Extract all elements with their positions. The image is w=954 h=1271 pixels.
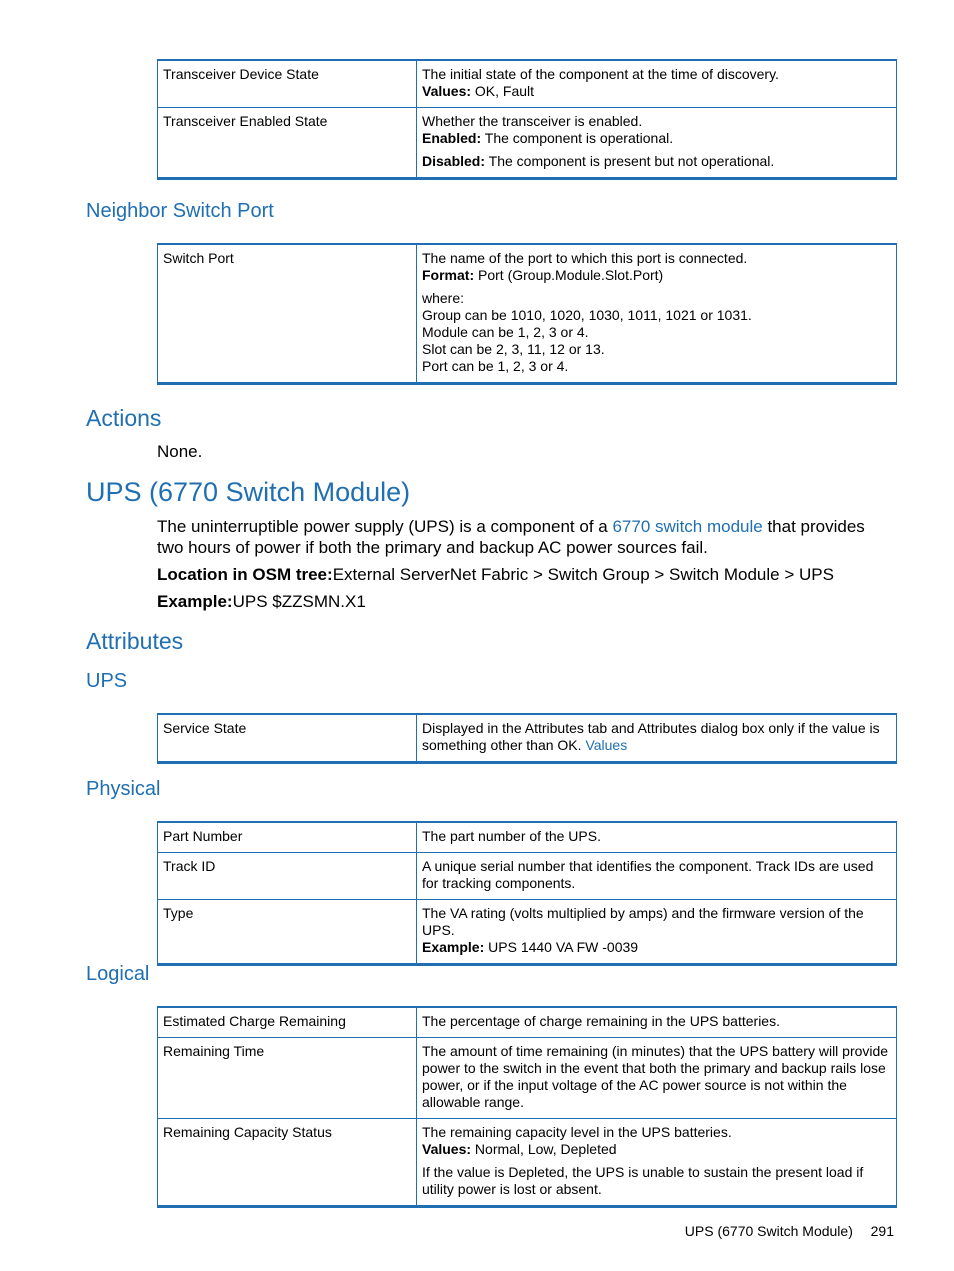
module-line: Module can be 1, 2, 3 or 4.: [422, 324, 589, 340]
description-text: The name of the port to which this port is connected.: [422, 250, 748, 266]
example-line: [422, 939, 891, 956]
location-value: External ServerNet Fabric > Switch Group > Switch Module > UPS: [332, 565, 834, 584]
description-text: something other than OK.: [422, 737, 586, 753]
enabled-text: The component is operational.: [481, 130, 674, 146]
intro-text: The uninterruptible power supply (UPS) is a component of a: [157, 517, 613, 536]
example-label: Example:: [422, 939, 485, 955]
attribute-description: The percentage of charge remaining in the UPS batteries.: [417, 1007, 897, 1038]
location-line: [157, 564, 834, 585]
attribute-name: Estimated Charge Remaining: [158, 1007, 417, 1038]
format-label: Format:: [422, 267, 475, 283]
page-footer: [685, 1223, 894, 1239]
attribute-name: Part Number: [158, 822, 417, 853]
ups-attributes-table: [157, 713, 897, 764]
example-line: [157, 591, 366, 612]
attribute-name: Remaining Time: [158, 1038, 417, 1119]
intro-line-1: [157, 516, 897, 537]
example-value: UPS $ZZSMN.X1: [232, 592, 366, 611]
depleted-note: If the value is Depleted, the UPS is unable to sustain the present load if utility power is lost or absent.: [422, 1164, 864, 1197]
description-text: The VA rating (volts multiplied by amps) and the firmware version of the UPS.: [422, 905, 864, 938]
attribute-name: Switch Port: [158, 244, 417, 384]
attribute-name: Transceiver Device State: [158, 60, 417, 108]
attribute-description: [417, 60, 897, 108]
format-text: Port (Group.Module.Slot.Port): [474, 267, 664, 283]
example-value: UPS 1440 VA FW -0039: [484, 939, 639, 955]
physical-attributes-table: [157, 821, 897, 966]
values-link[interactable]: Values: [585, 737, 628, 753]
attribute-name: Remaining Capacity Status: [158, 1119, 417, 1207]
intro-text-after: that provides: [762, 517, 865, 536]
attribute-description: The part number of the UPS.: [417, 822, 897, 853]
table-row: [158, 244, 897, 384]
slot-line: Slot can be 2, 3, 11, 12 or 13.: [422, 341, 605, 357]
attribute-name: Service State: [158, 714, 417, 763]
description-text: The remaining capacity level in the UPS batteries.: [422, 1124, 732, 1140]
format-line: [422, 267, 891, 284]
transceiver-attributes-table: [157, 59, 897, 180]
table-row: [158, 1038, 897, 1119]
where-line: where:: [422, 290, 465, 306]
intro-line-2: two hours of power if both the primary and backup AC power sources fail.: [157, 538, 708, 557]
values-line: [422, 1141, 891, 1158]
table-row: [158, 108, 897, 179]
disabled-line: [422, 153, 891, 170]
enabled-label: Enabled:: [422, 130, 482, 146]
attribute-description: The amount of time remaining (in minutes) that the UPS battery will provide power to the switch in the event that both the primary and backup rails lose power, or if the input voltage of the AC power source is not within the allowable range.: [417, 1038, 897, 1119]
actions-heading: Actions: [86, 405, 162, 431]
table-row: [158, 60, 897, 108]
attribute-name: Track ID: [158, 853, 417, 900]
values-label: Values:: [422, 83, 472, 99]
values-label: Values:: [422, 1141, 472, 1157]
neighbor-switch-port-heading: Neighbor Switch Port: [86, 200, 274, 222]
neighbor-switch-port-table: [157, 243, 897, 385]
table-row: [158, 1119, 897, 1207]
attribute-description: A unique serial number that identifies the component. Track IDs are used for tracking components.: [417, 853, 897, 900]
physical-heading: Physical: [86, 778, 161, 800]
port-line: Port can be 1, 2, 3 or 4.: [422, 358, 569, 374]
page-title: UPS (6770 Switch Module): [86, 477, 411, 507]
values-text: Normal, Low, Depleted: [471, 1141, 617, 1157]
values-line: [422, 83, 891, 100]
ups-subheading: UPS: [86, 670, 128, 692]
attribute-description: [417, 108, 897, 179]
description-text: Displayed in the Attributes tab and Attributes dialog box only if the value is: [422, 720, 880, 736]
disabled-label: Disabled:: [422, 153, 486, 169]
attributes-heading: Attributes: [86, 628, 184, 654]
logical-attributes-table: [157, 1006, 897, 1208]
group-line: Group can be 1010, 1020, 1030, 1011, 1021 or 1031.: [422, 307, 752, 323]
switch-module-link[interactable]: 6770 switch module: [612, 517, 763, 536]
table-row: [158, 1007, 897, 1038]
logical-heading: Logical: [86, 963, 150, 985]
table-row: [158, 900, 897, 965]
example-label: Example:: [157, 592, 233, 611]
description-text: Whether the transceiver is enabled.: [422, 113, 643, 129]
location-label: Location in OSM tree:: [157, 565, 333, 584]
values-text: OK, Fault: [471, 83, 535, 99]
attribute-description: [417, 714, 897, 763]
table-row: [158, 853, 897, 900]
description-text: The initial state of the component at the time of discovery.: [422, 66, 779, 82]
attribute-name: Transceiver Enabled State: [158, 108, 417, 179]
ups-intro: [157, 516, 897, 558]
page-number: 291: [870, 1223, 894, 1239]
table-row: [158, 714, 897, 763]
table-row: [158, 822, 897, 853]
attribute-description: [417, 900, 897, 965]
description-line-2: [422, 737, 891, 754]
attribute-name: Type: [158, 900, 417, 965]
footer-section-title: UPS (6770 Switch Module): [684, 1223, 853, 1239]
disabled-text: The component is present but not operational.: [485, 153, 775, 169]
attribute-description: [417, 1119, 897, 1207]
actions-text: None.: [157, 442, 203, 461]
attribute-description: [417, 244, 897, 384]
enabled-line: [422, 130, 891, 147]
